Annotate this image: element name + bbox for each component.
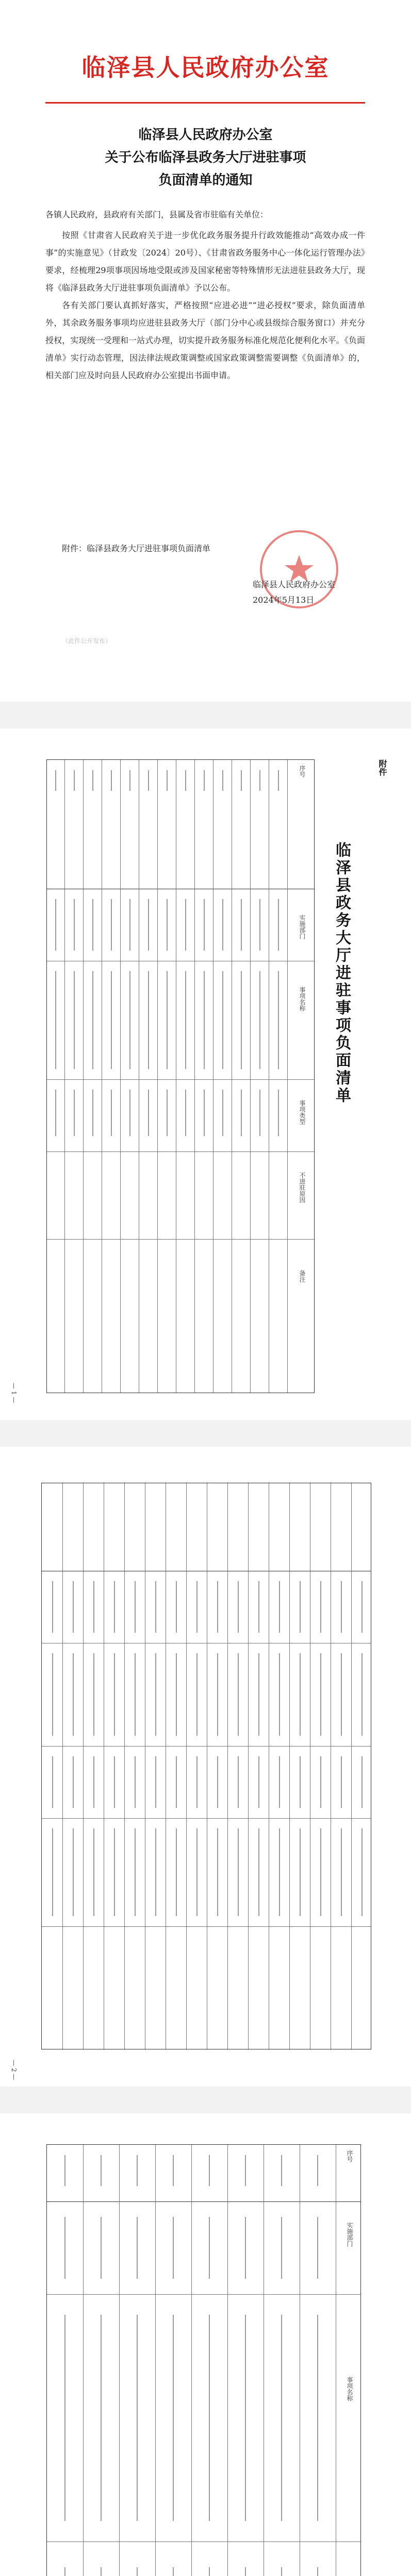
page-gap xyxy=(0,1420,411,1447)
title-line-1: 临泽县人民政府办公室 xyxy=(138,127,273,143)
body-paragraph: 各有关部门要认真抓好落实，严格按照“应进必进”“进必授权”要求，除负面清单外，其余政务服务事项均应进驻县政务大厅（部门分中心或县级综合服务窗口）并充分授权，实现统一受理和一站式办理，切实提升政务服务标准化规范化便利化水平。《负面清单》实行动态管理，因法律法规政策调整或国家政策调整需要调整《负面清单》的，相关部门应及时向县人民政府办公室提出书面申请。 xyxy=(45,300,365,380)
column-header: 序号 xyxy=(346,2150,353,2162)
document-body xyxy=(45,227,365,384)
notice-page xyxy=(0,0,411,702)
attachment-note: 附件：临泽县政务大厅进驻事项负面清单 xyxy=(62,544,211,553)
title-line-2: 关于公布临泽县政务大厅进驻事项 xyxy=(105,150,306,165)
list-title: 临泽县政务大厅进驻事项负面清单 xyxy=(333,842,351,1105)
publish-note: （此件公开发布） xyxy=(62,637,112,645)
issue-date: 2024年5月13日 xyxy=(253,595,315,605)
column-header: 事项名称 xyxy=(299,987,306,1011)
list-page-3 xyxy=(0,2113,411,2576)
column-header: 备注 xyxy=(299,1270,306,1282)
column-header: 序号 xyxy=(299,765,306,777)
issuer-block xyxy=(253,577,366,608)
list-table xyxy=(46,759,315,1393)
salutation: 各镇人民政府，县政府有关部门，县属及省市驻临有关单位： xyxy=(45,210,269,219)
document-title xyxy=(0,124,411,192)
page-number: — 1 — xyxy=(10,1383,18,1403)
body-paragraph: 按照《甘肃省人民政府关于进一步优化政务服务提升行政效能推动“高效办成一件事”的实施意见》（甘政发〔2024〕20号）、《甘肃省政务服务中心一体化运行管理办法》要求，经梳理29项事项因场地受限或涉及国家秘密等特殊情形无法进驻县政务大厅，现将《临泽县政务大厅进驻事项负面清单》予以公布。 xyxy=(45,230,365,293)
list-page-2 xyxy=(0,1447,411,2087)
attachment-label: 附件 xyxy=(377,759,387,776)
column-header: 实施部门 xyxy=(299,914,306,939)
list-table xyxy=(46,2144,361,2576)
list-page-1 xyxy=(0,728,411,1420)
agency-header: 临泽县人民政府办公室 xyxy=(81,54,330,81)
column-header: 实施部门 xyxy=(346,2222,353,2247)
column-header: 事项名称 xyxy=(346,2377,353,2401)
issuer-name: 临泽县人民政府办公室 xyxy=(253,580,336,589)
page-gap xyxy=(0,702,411,728)
red-divider-line xyxy=(45,102,365,104)
column-header: 不进驻原因 xyxy=(299,1172,306,1203)
page-number: — 2 — xyxy=(10,2060,18,2080)
page-gap xyxy=(0,2087,411,2113)
title-line-3: 负面清单的通知 xyxy=(158,173,253,188)
column-header: 事项类型 xyxy=(299,1100,306,1125)
list-table xyxy=(41,1483,371,2049)
